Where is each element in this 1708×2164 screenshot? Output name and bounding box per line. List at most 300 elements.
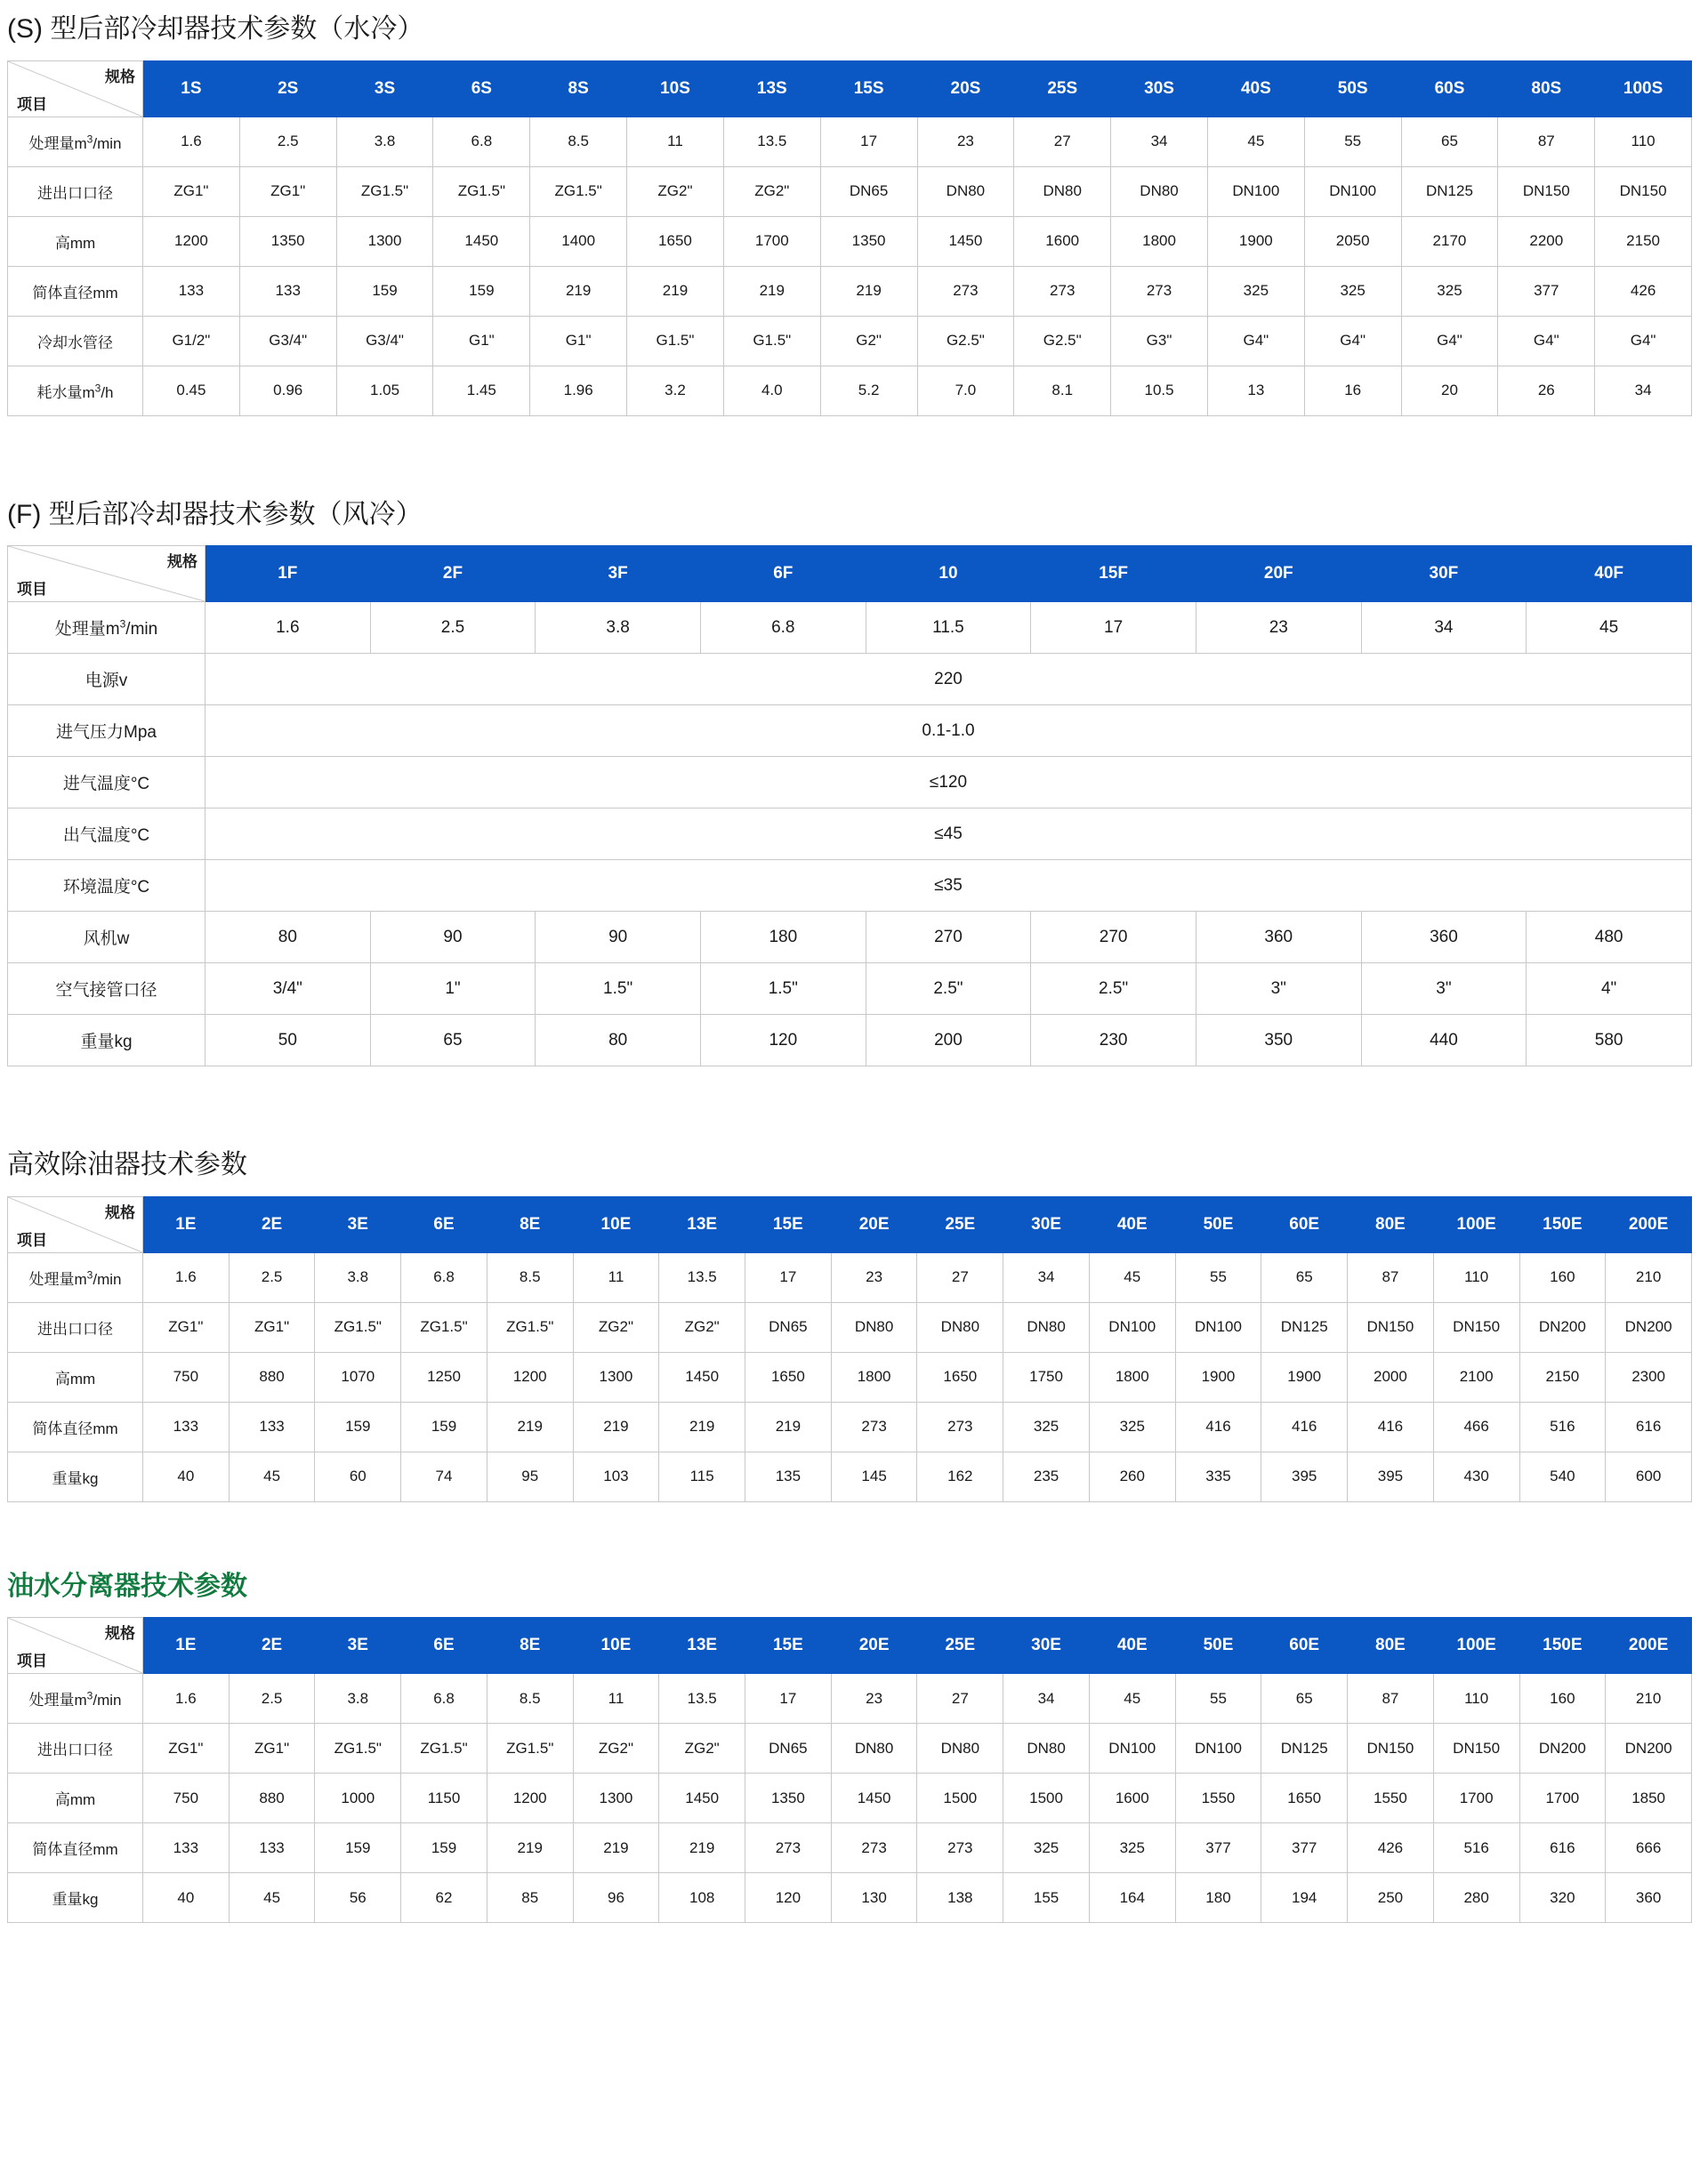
column-header: 60E <box>1261 1196 1348 1252</box>
column-header: 6S <box>433 60 530 117</box>
table-cell: 133 <box>229 1823 315 1873</box>
table-cell: ZG1" <box>239 166 336 216</box>
table-cell: DN65 <box>745 1302 832 1352</box>
table-cell: DN150 <box>1348 1302 1434 1352</box>
table-cell: 1.96 <box>530 366 627 415</box>
column-header: 100E <box>1433 1618 1519 1674</box>
column-header: 40F <box>1527 546 1692 602</box>
table-cell: ZG2" <box>573 1724 659 1774</box>
table-row <box>8 1252 1692 1302</box>
table-cell: G1" <box>530 316 627 366</box>
table-cell: 159 <box>401 1823 487 1873</box>
table-cell: 1450 <box>659 1774 745 1823</box>
table-cell: 2170 <box>1401 216 1498 266</box>
table-cell: 90 <box>370 912 536 963</box>
table-cell: 40 <box>143 1452 230 1501</box>
table-cell: 1.05 <box>336 366 433 415</box>
table-cell: 13.5 <box>659 1674 745 1724</box>
table-cell: ZG1" <box>229 1724 315 1774</box>
table-cell: 23 <box>917 117 1014 166</box>
table-cell: DN200 <box>1519 1724 1606 1774</box>
table-cell: 616 <box>1519 1823 1606 1873</box>
table-cell: 750 <box>143 1774 230 1823</box>
table-cell: 159 <box>315 1823 401 1873</box>
table-cell: 26 <box>1498 366 1595 415</box>
table-cell: 1800 <box>1089 1352 1175 1402</box>
table-cell: 270 <box>866 912 1031 963</box>
column-header: 30E <box>1003 1196 1090 1252</box>
table-cell: 135 <box>745 1452 832 1501</box>
table-cell: 85 <box>487 1873 573 1923</box>
table-cell: 1800 <box>1111 216 1208 266</box>
table-row <box>8 117 1692 166</box>
column-header: 1S <box>143 60 240 117</box>
column-header: 40S <box>1207 60 1304 117</box>
table-cell: 1200 <box>487 1352 573 1402</box>
table-cell: 13.5 <box>723 117 820 166</box>
table-cell: 23 <box>831 1252 917 1302</box>
table-cell: 17 <box>745 1252 832 1302</box>
table-cell: 133 <box>229 1402 315 1452</box>
column-header: 20E <box>831 1618 917 1674</box>
table-water-cooled <box>7 60 1692 416</box>
column-header: 20F <box>1196 546 1361 602</box>
row-label: 处理量$m^3/\min$ <box>8 1252 143 1302</box>
table-cell: 45 <box>1527 602 1692 654</box>
table-cell: 2100 <box>1433 1352 1519 1402</box>
column-header: 8S <box>530 60 627 117</box>
table-cell: 1450 <box>831 1774 917 1823</box>
table-cell: 3.8 <box>336 117 433 166</box>
table-cell: 110 <box>1433 1674 1519 1724</box>
table-cell: 1500 <box>917 1774 1003 1823</box>
table-cell: DN80 <box>1003 1724 1090 1774</box>
table-cell: 115 <box>659 1452 745 1501</box>
table-cell: 430 <box>1433 1452 1519 1501</box>
table-cell: 540 <box>1519 1452 1606 1501</box>
row-label: 进出口口径 <box>8 1302 143 1352</box>
table-cell: DN200 <box>1606 1302 1692 1352</box>
table-cell: 45 <box>1089 1252 1175 1302</box>
row-label: 简体直径mm <box>8 1402 143 1452</box>
table-row <box>8 316 1692 366</box>
table-cell: DN80 <box>917 1302 1003 1352</box>
table-cell: DN125 <box>1261 1724 1348 1774</box>
table-corner-header <box>8 546 205 602</box>
table-cell: 65 <box>1261 1252 1348 1302</box>
table-cell: 219 <box>573 1823 659 1873</box>
column-header: 80S <box>1498 60 1595 117</box>
table-row <box>8 1015 1692 1066</box>
corner-item-label: 项目 <box>17 581 47 598</box>
corner-item-label: 项目 <box>17 1653 47 1669</box>
table-cell: 416 <box>1261 1402 1348 1452</box>
table-cell: 120 <box>700 1015 866 1066</box>
table-cell: 320 <box>1519 1873 1606 1923</box>
column-header: 3F <box>536 546 701 602</box>
table-cell: 45 <box>1207 117 1304 166</box>
column-header: 10S <box>627 60 724 117</box>
table-cell: 1300 <box>573 1774 659 1823</box>
page-title-oil-water-separator: 油水分离器技术参数 <box>7 1571 247 1601</box>
table-cell: 2.5 <box>239 117 336 166</box>
table-cell: 95 <box>487 1452 573 1501</box>
table-cell: 80 <box>205 912 371 963</box>
table-cell: 350 <box>1196 1015 1361 1066</box>
table-cell: 133 <box>239 266 336 316</box>
table-cell: 50 <box>205 1015 371 1066</box>
column-header: 3E <box>315 1618 401 1674</box>
table-cell: 87 <box>1348 1252 1434 1302</box>
column-header: 3S <box>336 60 433 117</box>
table-cell: 16 <box>1304 366 1401 415</box>
column-header: 25E <box>917 1618 1003 1674</box>
table-cell: 1200 <box>487 1774 573 1823</box>
table-cell: 600 <box>1606 1452 1692 1501</box>
table-cell: 1000 <box>315 1774 401 1823</box>
table-cell: 3" <box>1361 963 1527 1015</box>
table-cell: 164 <box>1089 1873 1175 1923</box>
table-cell: 1350 <box>745 1774 832 1823</box>
table-cell: DN150 <box>1595 166 1692 216</box>
table-cell: 750 <box>143 1352 230 1402</box>
table-cell: ZG2" <box>659 1724 745 1774</box>
table-cell: 1350 <box>239 216 336 266</box>
table-cell: 880 <box>229 1352 315 1402</box>
table-cell: 219 <box>530 266 627 316</box>
column-header: 15F <box>1031 546 1196 602</box>
table-cell: 200 <box>866 1015 1031 1066</box>
table-cell: ZG1.5" <box>315 1302 401 1352</box>
table-cell: 4.0 <box>723 366 820 415</box>
table-row <box>8 654 1692 705</box>
table-cell-merged: ≤45 <box>205 808 1692 860</box>
table-header-row <box>8 1618 1692 1674</box>
table-cell: 325 <box>1089 1402 1175 1452</box>
table-cell: 1250 <box>401 1352 487 1402</box>
table-cell: 1.5" <box>536 963 701 1015</box>
table-cell: ZG2" <box>659 1302 745 1352</box>
table-cell: 133 <box>143 1823 230 1873</box>
table-row <box>8 1774 1692 1823</box>
column-header: 25S <box>1014 60 1111 117</box>
table-cell: 273 <box>1111 266 1208 316</box>
corner-item-label: 项目 <box>17 95 47 113</box>
table-cell: 55 <box>1304 117 1401 166</box>
table-cell: DN150 <box>1433 1302 1519 1352</box>
row-label: 重量kg <box>8 1452 143 1501</box>
table-cell: 250 <box>1348 1873 1434 1923</box>
column-header: 40E <box>1089 1196 1175 1252</box>
table-cell: 90 <box>536 912 701 963</box>
table-row <box>8 1674 1692 1724</box>
table-cell: G2.5" <box>1014 316 1111 366</box>
table-cell: 74 <box>401 1452 487 1501</box>
table-cell: 11 <box>627 117 724 166</box>
column-header: 13S <box>723 60 820 117</box>
table-cell: 62 <box>401 1873 487 1923</box>
table-cell: 219 <box>487 1823 573 1873</box>
table-cell: 1200 <box>143 216 240 266</box>
table-cell: 273 <box>917 1402 1003 1452</box>
row-label: 耗水量$m^3/h$ <box>8 366 143 415</box>
table-cell: G2" <box>820 316 917 366</box>
table-cell: 23 <box>831 1674 917 1724</box>
table-cell: 87 <box>1498 117 1595 166</box>
table-cell: 3.8 <box>315 1674 401 1724</box>
table-cell: ZG1.5" <box>336 166 433 216</box>
row-label: 高mm <box>8 1774 143 1823</box>
table-cell: G4" <box>1304 316 1401 366</box>
table-cell: 666 <box>1606 1823 1692 1873</box>
column-header: 20E <box>831 1196 917 1252</box>
column-header: 60S <box>1401 60 1498 117</box>
row-label: 高mm <box>8 216 143 266</box>
table-cell-merged: 220 <box>205 654 1692 705</box>
table-cell: DN100 <box>1089 1302 1175 1352</box>
table-cell: 3" <box>1196 963 1361 1015</box>
column-header: 6F <box>700 546 866 602</box>
table-cell: 219 <box>659 1402 745 1452</box>
table-cell: 219 <box>573 1402 659 1452</box>
table-cell: 27 <box>917 1252 1003 1302</box>
column-header: 2F <box>370 546 536 602</box>
table-cell: 159 <box>336 266 433 316</box>
table-cell: 1650 <box>745 1352 832 1402</box>
table-cell: 219 <box>745 1402 832 1452</box>
table-cell: 360 <box>1606 1873 1692 1923</box>
table-cell: 45 <box>1089 1674 1175 1724</box>
table-cell: 1600 <box>1014 216 1111 266</box>
table-cell: 2150 <box>1595 216 1692 266</box>
table-cell: 1700 <box>1519 1774 1606 1823</box>
table-cell: 155 <box>1003 1873 1090 1923</box>
table-cell: 130 <box>831 1873 917 1923</box>
table-cell: G1.5" <box>723 316 820 366</box>
column-header: 2E <box>229 1618 315 1674</box>
table-cell: 4" <box>1527 963 1692 1015</box>
table-cell: 2200 <box>1498 216 1595 266</box>
table-cell: 159 <box>401 1402 487 1452</box>
table-cell: 108 <box>659 1873 745 1923</box>
table-cell: 210 <box>1606 1252 1692 1302</box>
table-cell: G4" <box>1595 316 1692 366</box>
table-cell: 325 <box>1003 1402 1090 1452</box>
table-cell: 219 <box>659 1823 745 1873</box>
table-cell: 60 <box>315 1452 401 1501</box>
table-cell: 160 <box>1519 1252 1606 1302</box>
table-cell: 270 <box>1031 912 1196 963</box>
table-cell: 1" <box>370 963 536 1015</box>
corner-spec-label: 规格 <box>105 68 135 85</box>
table-cell: 11 <box>573 1252 659 1302</box>
table-cell: G1.5" <box>627 316 724 366</box>
section-oil-remover <box>0 1148 1708 1502</box>
table-cell: 27 <box>917 1674 1003 1724</box>
table-cell: 335 <box>1175 1452 1261 1501</box>
table-cell: 2150 <box>1519 1352 1606 1402</box>
table-cell: DN200 <box>1519 1302 1606 1352</box>
table-cell: 1550 <box>1175 1774 1261 1823</box>
table-cell: 133 <box>143 1402 230 1452</box>
column-header: 10E <box>573 1618 659 1674</box>
table-cell: 145 <box>831 1452 917 1501</box>
table-corner-header <box>8 1196 143 1252</box>
table-cell: 580 <box>1527 1015 1692 1066</box>
table-cell: 159 <box>315 1402 401 1452</box>
table-header-row <box>8 1196 1692 1252</box>
table-cell: 17 <box>1031 602 1196 654</box>
table-cell: DN80 <box>917 1724 1003 1774</box>
table-cell: 1350 <box>820 216 917 266</box>
table-cell: 273 <box>831 1823 917 1873</box>
column-header: 15S <box>820 60 917 117</box>
column-header: 150E <box>1519 1618 1606 1674</box>
table-cell: 65 <box>370 1015 536 1066</box>
table-cell: 426 <box>1595 266 1692 316</box>
row-label: 简体直径mm <box>8 266 143 316</box>
table-row <box>8 912 1692 963</box>
column-header: 15E <box>745 1618 832 1674</box>
table-cell: 6.8 <box>700 602 866 654</box>
table-cell: 2050 <box>1304 216 1401 266</box>
table-cell: 325 <box>1089 1823 1175 1873</box>
table-cell: 1.6 <box>143 1252 230 1302</box>
table-cell: 180 <box>1175 1873 1261 1923</box>
row-label: 处理量$m^3/\min$ <box>8 117 143 166</box>
table-cell: 13.5 <box>659 1252 745 1302</box>
table-cell: 1.6 <box>205 602 371 654</box>
table-cell: 1650 <box>917 1352 1003 1402</box>
row-label: 重量kg <box>8 1015 205 1066</box>
column-header: 13E <box>659 1618 745 1674</box>
column-header: 20S <box>917 60 1014 117</box>
row-label: 重量kg <box>8 1873 143 1923</box>
table-cell: 8.5 <box>487 1252 573 1302</box>
table-cell: 65 <box>1261 1674 1348 1724</box>
table-row <box>8 1352 1692 1402</box>
table-cell: 103 <box>573 1452 659 1501</box>
column-header: 30S <box>1111 60 1208 117</box>
table-cell: 10.5 <box>1111 366 1208 415</box>
table-cell: G4" <box>1207 316 1304 366</box>
table-cell: 416 <box>1175 1402 1261 1452</box>
table-row <box>8 1873 1692 1923</box>
table-cell: 1650 <box>627 216 724 266</box>
column-header: 200E <box>1606 1196 1692 1252</box>
table-cell: 8.5 <box>487 1674 573 1724</box>
table-cell: 325 <box>1401 266 1498 316</box>
table-row <box>8 963 1692 1015</box>
table-cell: 210 <box>1606 1674 1692 1724</box>
table-cell-merged: ≤35 <box>205 860 1692 912</box>
table-row <box>8 166 1692 216</box>
table-cell: 133 <box>143 266 240 316</box>
table-cell: 110 <box>1595 117 1692 166</box>
table-row <box>8 860 1692 912</box>
column-header: 8E <box>487 1196 573 1252</box>
table-cell: DN65 <box>820 166 917 216</box>
table-cell: DN150 <box>1433 1724 1519 1774</box>
table-cell: 65 <box>1401 117 1498 166</box>
table-cell: 1850 <box>1606 1774 1692 1823</box>
table-cell: 87 <box>1348 1674 1434 1724</box>
table-cell: DN100 <box>1207 166 1304 216</box>
table-cell: 34 <box>1111 117 1208 166</box>
table-row <box>8 1823 1692 1873</box>
table-cell: 516 <box>1433 1823 1519 1873</box>
column-header: 1E <box>143 1196 230 1252</box>
table-cell: 1600 <box>1089 1774 1175 1823</box>
table-cell: 1450 <box>659 1352 745 1402</box>
table-row <box>8 705 1692 757</box>
table-cell: 325 <box>1304 266 1401 316</box>
table-cell: 1.5" <box>700 963 866 1015</box>
row-label: 进出口口径 <box>8 1724 143 1774</box>
table-cell: 1650 <box>1261 1774 1348 1823</box>
table-cell-merged: ≤120 <box>205 757 1692 808</box>
column-header: 8E <box>487 1618 573 1674</box>
table-cell: DN125 <box>1261 1302 1348 1352</box>
table-cell: 1300 <box>336 216 433 266</box>
row-label: 空气接管口径 <box>8 963 205 1015</box>
table-cell: 360 <box>1361 912 1527 963</box>
table-cell: 219 <box>627 266 724 316</box>
column-header: 100S <box>1595 60 1692 117</box>
column-header: 13E <box>659 1196 745 1252</box>
table-row <box>8 1452 1692 1501</box>
column-header: 6E <box>401 1196 487 1252</box>
row-label: 环境温度°C <box>8 860 205 912</box>
table-cell: 55 <box>1175 1252 1261 1302</box>
table-cell: G2.5" <box>917 316 1014 366</box>
table-cell: 1450 <box>917 216 1014 266</box>
table-cell-merged: 0.1-1.0 <box>205 705 1692 757</box>
table-cell: 377 <box>1261 1823 1348 1873</box>
row-label: 冷却水管径 <box>8 316 143 366</box>
table-cell: ZG1.5" <box>530 166 627 216</box>
table-cell: 34 <box>1003 1674 1090 1724</box>
table-cell: 1750 <box>1003 1352 1090 1402</box>
table-cell: 273 <box>745 1823 832 1873</box>
table-cell: 2.5 <box>229 1252 315 1302</box>
table-cell: 138 <box>917 1873 1003 1923</box>
row-label: 电源v <box>8 654 205 705</box>
table-cell: 1500 <box>1003 1774 1090 1823</box>
column-header: 100E <box>1433 1196 1519 1252</box>
table-cell: DN80 <box>1014 166 1111 216</box>
page-title-oil-remover: 高效除油器技术参数 <box>7 1150 247 1179</box>
table-header-row <box>8 546 1692 602</box>
column-header: 80E <box>1348 1618 1434 1674</box>
table-cell: ZG1.5" <box>401 1724 487 1774</box>
table-cell: DN100 <box>1175 1724 1261 1774</box>
table-row <box>8 808 1692 860</box>
table-cell: ZG1" <box>229 1302 315 1352</box>
column-header: 150E <box>1519 1196 1606 1252</box>
table-cell: DN65 <box>745 1724 832 1774</box>
table-cell: 110 <box>1433 1252 1519 1302</box>
table-cell: 325 <box>1003 1823 1090 1873</box>
column-header: 10 <box>866 546 1031 602</box>
table-cell: 17 <box>820 117 917 166</box>
table-cell: 2.5 <box>370 602 536 654</box>
table-cell: 1700 <box>1433 1774 1519 1823</box>
column-header: 30E <box>1003 1618 1090 1674</box>
table-cell: 1300 <box>573 1352 659 1402</box>
table-cell: 6.8 <box>401 1252 487 1302</box>
page-title-air-cooled: (F) 型后部冷却器技术参数（风冷） <box>7 499 423 529</box>
